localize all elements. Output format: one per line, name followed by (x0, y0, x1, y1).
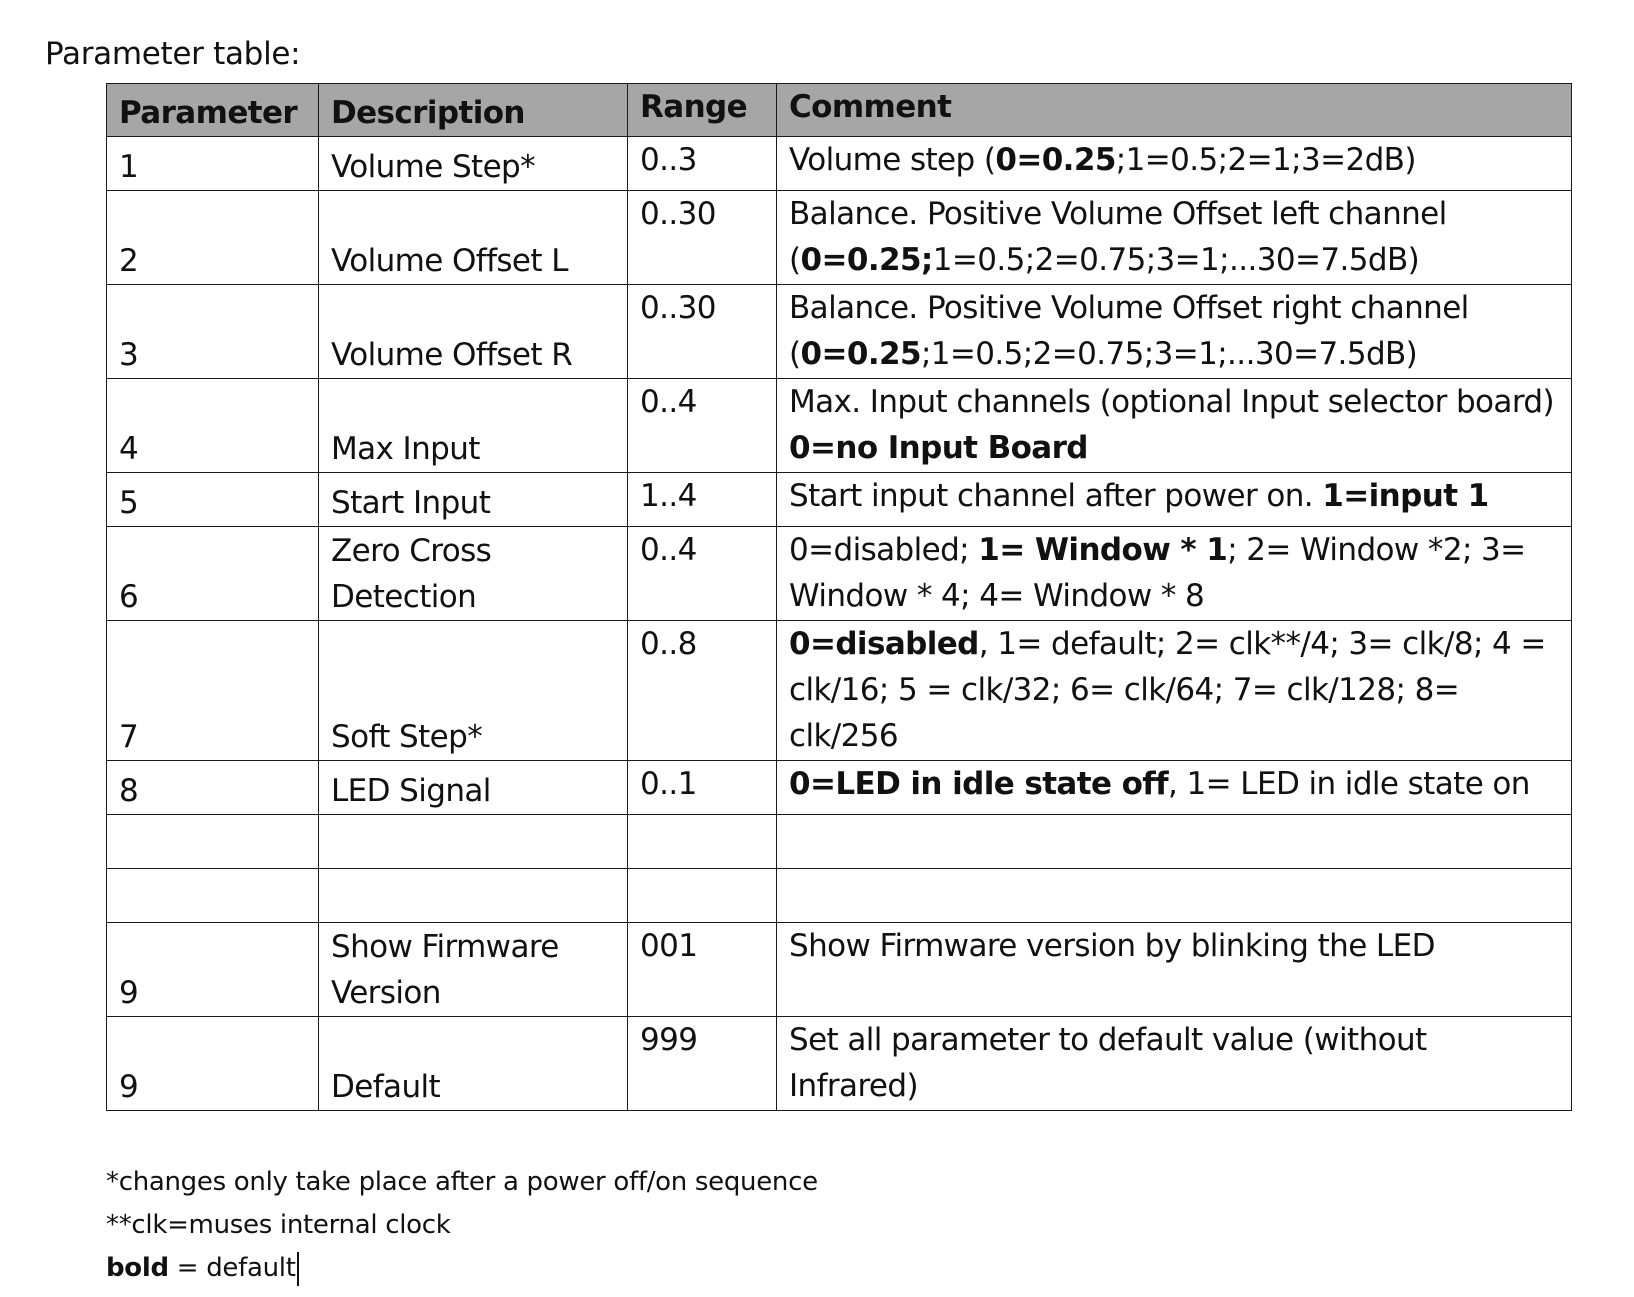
comment-text: Balance. Positive Volume Offset right channel ( (789, 290, 1469, 372)
comment-text: , 1= default; 2= clk**/4; 3= clk/8; 4 = clk/16; 5 = clk/32; 6= clk/64; 7= clk/128; 8= clk/256 (789, 626, 1546, 754)
comment-cell (777, 923, 1572, 1017)
parameter-cell: 3 (107, 285, 319, 379)
comment-cell (777, 527, 1572, 621)
range-cell: 0..4 (628, 527, 777, 621)
table-header-row (107, 84, 1572, 137)
comment-default-value: 0=LED in idle state off (789, 766, 1169, 802)
range-cell: 0..30 (628, 191, 777, 285)
parameter-cell (107, 869, 319, 923)
comment-default-value: 1=input 1 (1322, 478, 1489, 514)
comment-cell (777, 815, 1572, 869)
range-cell: 0..30 (628, 285, 777, 379)
footnotes (106, 1161, 818, 1290)
column-header-comment: Comment (777, 84, 1572, 137)
parameter-cell: 5 (107, 473, 319, 527)
table-row (107, 473, 1572, 527)
comment-text: Start input channel after power on. (789, 478, 1323, 514)
range-cell: 999 (628, 1017, 777, 1111)
comment-default-value: 1= Window * 1 (978, 532, 1228, 568)
column-header-parameter: Parameter (107, 84, 319, 137)
comment-cell (777, 1017, 1572, 1111)
table-row (107, 285, 1572, 379)
footnote-clock: **clk=muses internal clock (106, 1210, 451, 1240)
range-cell: 0..8 (628, 621, 777, 761)
description-cell: Show Firmware Version (319, 923, 628, 1017)
table-row (107, 137, 1572, 191)
table-row (107, 379, 1572, 473)
description-cell (319, 815, 628, 869)
range-cell: 1..4 (628, 473, 777, 527)
parameter-cell: 2 (107, 191, 319, 285)
description-cell: Start Input (319, 473, 628, 527)
description-cell: Volume Offset L (319, 191, 628, 285)
comment-cell (777, 285, 1572, 379)
description-cell: Zero Cross Detection (319, 527, 628, 621)
parameter-cell: 1 (107, 137, 319, 191)
comment-cell (777, 869, 1572, 923)
footnote-legend[interactable] (106, 1247, 818, 1290)
description-cell (319, 869, 628, 923)
parameter-cell (107, 815, 319, 869)
comment-cell (777, 137, 1572, 191)
comment-cell (777, 761, 1572, 815)
table-row (107, 761, 1572, 815)
range-cell: 0..1 (628, 761, 777, 815)
description-cell: Volume Step* (319, 137, 628, 191)
parameter-cell: 4 (107, 379, 319, 473)
table-row (107, 527, 1572, 621)
description-cell: Volume Offset R (319, 285, 628, 379)
range-cell: 001 (628, 923, 777, 1017)
comment-text: 1=0.5;2=0.75;3=1;...30=7.5dB) (932, 242, 1420, 278)
range-cell: 0..4 (628, 379, 777, 473)
parameter-cell: 7 (107, 621, 319, 761)
legend-text: = default (168, 1253, 296, 1283)
comment-text: ;1=0.5;2=1;3=2dB) (1115, 142, 1416, 178)
comment-text: Set all parameter to default value (without Infrared) (789, 1022, 1427, 1104)
comment-text: ; 2= Window *2; 3= Window * 4; 4= Window * 8 (789, 532, 1526, 614)
table-row (107, 191, 1572, 285)
comment-default-value: 0=disabled (789, 626, 979, 662)
table-row-empty (107, 815, 1572, 869)
description-cell: Max Input (319, 379, 628, 473)
description-cell: LED Signal (319, 761, 628, 815)
parameter-cell: 8 (107, 761, 319, 815)
column-header-description: Description (319, 84, 628, 137)
comment-text: Show Firmware version by blinking the LED (789, 928, 1435, 964)
range-cell (628, 815, 777, 869)
parameter-cell: 6 (107, 527, 319, 621)
comment-cell (777, 621, 1572, 761)
comment-default-value: 0=0.25 (995, 142, 1116, 178)
table-row (107, 923, 1572, 1017)
parameter-cell: 9 (107, 1017, 319, 1111)
description-cell: Default (319, 1017, 628, 1111)
comment-text: Max. Input channels (optional Input selector board) (789, 384, 1554, 420)
comment-text: Balance. Positive Volume Offset left channel ( (789, 196, 1447, 278)
comment-text: Volume step ( (789, 142, 996, 178)
comment-text: 0=disabled; (789, 532, 979, 568)
table-row-empty (107, 869, 1572, 923)
comment-cell (777, 473, 1572, 527)
page-heading: Parameter table: (45, 36, 301, 72)
column-header-range: Range (628, 84, 777, 137)
description-cell: Soft Step* (319, 621, 628, 761)
legend-bold-word: bold (106, 1253, 169, 1283)
parameter-cell: 9 (107, 923, 319, 1017)
parameter-table (106, 83, 1572, 1111)
text-cursor (297, 1252, 299, 1286)
range-cell: 0..3 (628, 137, 777, 191)
comment-text: ;1=0.5;2=0.75;3=1;...30=7.5dB) (920, 336, 1418, 372)
table-row (107, 621, 1572, 761)
footnote-restart: *changes only take place after a power off/on sequence (106, 1167, 818, 1197)
table-row (107, 1017, 1572, 1111)
comment-cell (777, 191, 1572, 285)
comment-default-value: 0=0.25; (800, 242, 933, 278)
comment-default-value: 0=0.25 (800, 336, 921, 372)
range-cell (628, 869, 777, 923)
comment-default-value: 0=no Input Board (789, 430, 1088, 466)
comment-cell (777, 379, 1572, 473)
comment-text: , 1= LED in idle state on (1168, 766, 1530, 802)
